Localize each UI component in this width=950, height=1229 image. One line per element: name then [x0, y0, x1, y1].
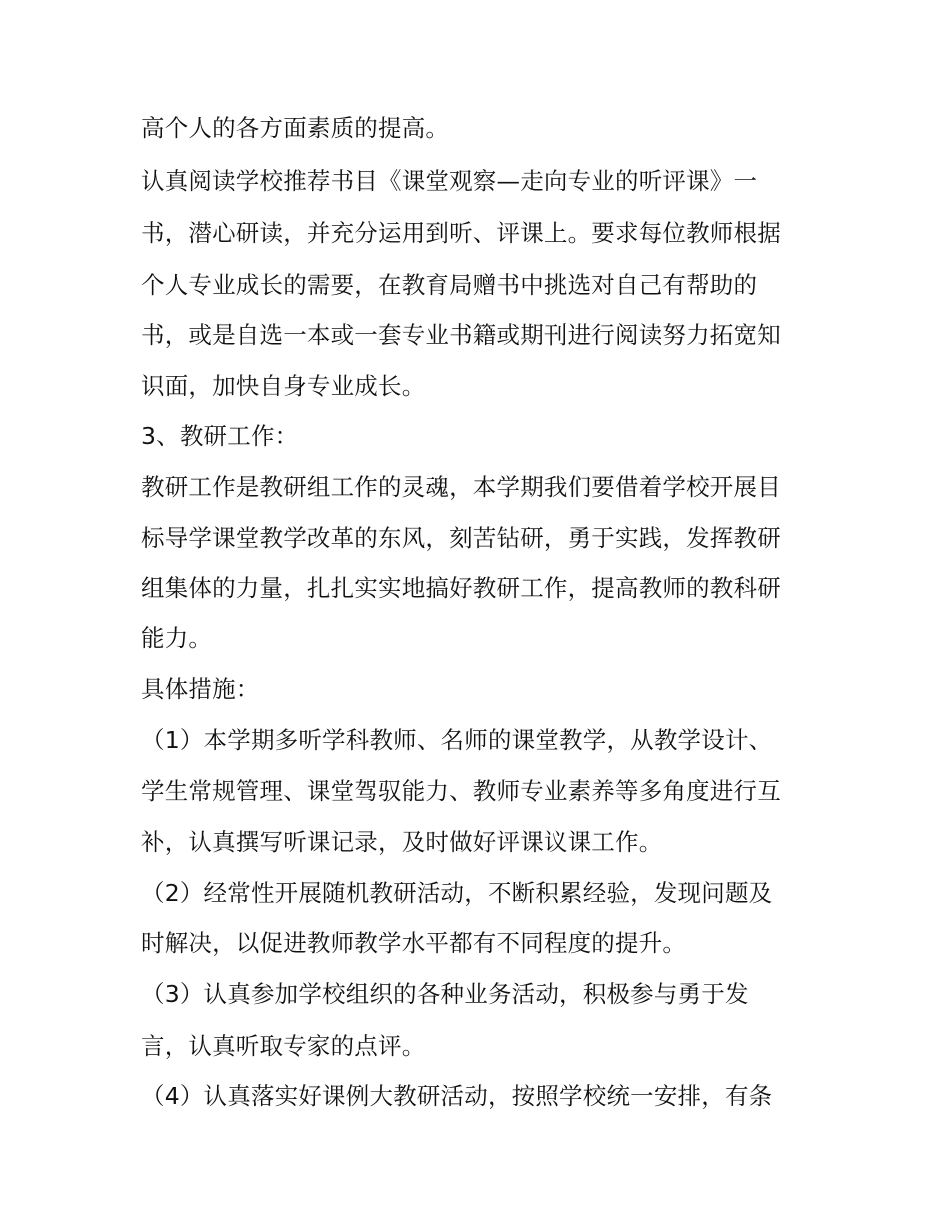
text-line: （1）本学期多听学科教师、名师的课堂教学，从教学设计、	[141, 726, 773, 754]
text-line: 补，认真撰写听课记录，及时做好评课议课工作。	[141, 828, 663, 856]
text-line: 标导学课堂教学改革的东风，刻苦钻研，勇于实践，发挥教研	[141, 524, 781, 552]
text-line: （2）经常性开展随机教研活动，不断积累经验，发现问题及	[141, 879, 773, 907]
text-line: （4）认真落实好课例大教研活动，按照学校统一安排，有条	[141, 1082, 773, 1110]
text-line: （3）认真参加学校组织的各种业务活动，积极参与勇于发	[141, 980, 749, 1008]
text-line: 能力。	[141, 624, 213, 652]
text-line: 高个人的各方面素质的提高。	[141, 114, 450, 142]
section-heading: 3、教研工作：	[141, 422, 299, 450]
text-line: 认真阅读学校推荐书目《课堂观察—走向专业的听评课》一	[141, 167, 758, 195]
text-line: 言，认真听取专家的点评。	[141, 1032, 426, 1060]
text-line: 教研工作是教研组工作的灵魂，本学期我们要借着学校开展目	[141, 473, 781, 501]
text-line: 组集体的力量，扎扎实实地搞好教研工作，提高教师的教科研	[141, 574, 781, 602]
text-line: 学生常规管理、课堂驾驭能力、教师专业素养等多角度进行互	[141, 777, 781, 805]
text-line: 书，潜心研读，并充分运用到听、评课上。要求每位教师根据	[141, 219, 781, 247]
text-line: 个人专业成长的需要，在教育局赠书中挑选对自己有帮助的	[141, 271, 758, 299]
subheading: 具体措施：	[141, 675, 260, 703]
text-line: 书，或是自选一本或一套专业书籍或期刊进行阅读努力拓宽知	[141, 321, 781, 349]
text-line: 识面，加快自身专业成长。	[141, 372, 426, 400]
text-line: 时解决，以促进教师教学水平都有不同程度的提升。	[141, 929, 687, 957]
